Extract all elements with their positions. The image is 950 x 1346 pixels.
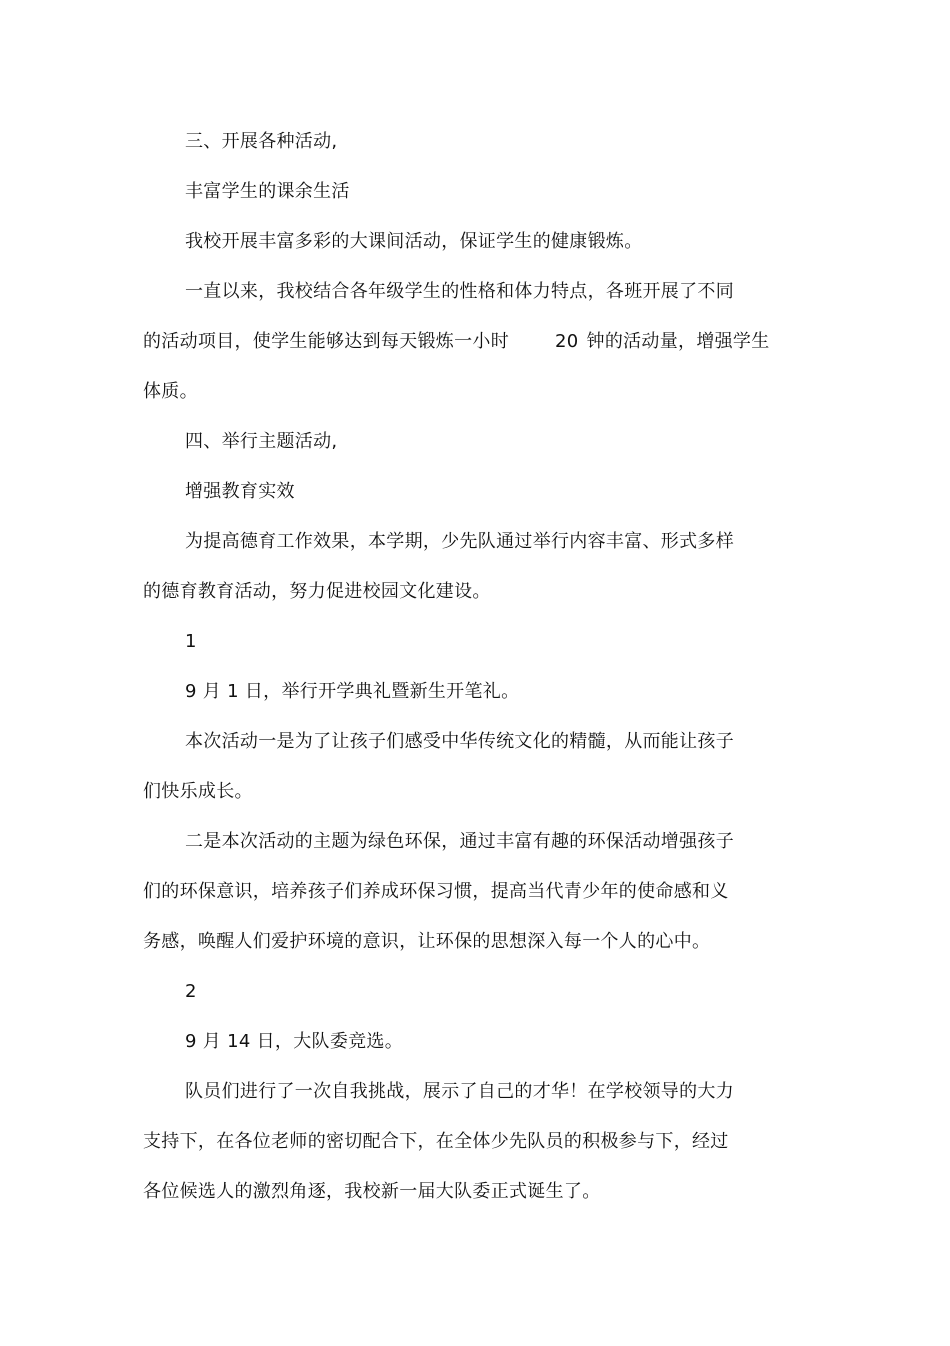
paragraph-line: 们的环保意识，培养孩子们养成环保习惯，提高当代青少年的使命感和义 <box>143 881 729 902</box>
paragraph-line: 为提高德育工作效果，本学期，少先队通过举行内容丰富、形式多样 <box>185 531 734 552</box>
paragraph-line: 务感，唤醒人们爱护环境的意识，让环保的思想深入每一个人的心中。 <box>143 931 711 952</box>
paragraph-line: 体质。 <box>143 381 198 402</box>
paragraph-line: 各位候选人的激烈角逐，我校新一届大队委正式诞生了。 <box>143 1181 601 1202</box>
paragraph-line: 们快乐成长。 <box>143 781 253 802</box>
paragraph-line: 二是本次活动的主题为绿色环保，通过丰富有趣的环保活动增强孩子 <box>185 831 734 852</box>
section-subheading-3: 丰富学生的课余生活 <box>185 181 350 202</box>
paragraph-line: 我校开展丰富多彩的大课间活动，保证学生的健康锻炼。 <box>185 231 643 252</box>
paragraph-line: 一直以来，我校结合各年级学生的性格和体力特点，各班开展了不同 <box>185 281 734 302</box>
item-number: 1 <box>185 631 197 652</box>
section-heading-3: 三、开展各种活动, <box>185 131 338 152</box>
item-heading: 9 月 14 日，大队委竞选。 <box>185 1031 404 1052</box>
paragraph-line: 本次活动一是为了让孩子们感受中华传统文化的精髓，从而能让孩子 <box>185 731 734 752</box>
paragraph-text: 钟的活动量，增强学生 <box>586 331 770 352</box>
section-heading-4: 四、举行主题活动, <box>185 431 338 452</box>
paragraph-line: 的德育教育活动，努力促进校园文化建设。 <box>143 581 491 602</box>
paragraph-line: 支持下，在各位老师的密切配合下，在全体少先队员的积极参与下，经过 <box>143 1131 729 1152</box>
paragraph-line: 队员们进行了一次自我挑战，展示了自己的才华！在学校领导的大力 <box>185 1081 734 1102</box>
section-subheading-4: 增强教育实效 <box>185 481 295 502</box>
paragraph-line <box>143 330 770 354</box>
paragraph-number: 20 <box>555 331 579 352</box>
item-heading: 9 月 1 日，举行开学典礼暨新生开笔礼。 <box>185 681 520 702</box>
paragraph-text: 的活动项目，使学生能够达到每天锻炼一小时 <box>143 331 509 352</box>
item-number: 2 <box>185 981 197 1002</box>
